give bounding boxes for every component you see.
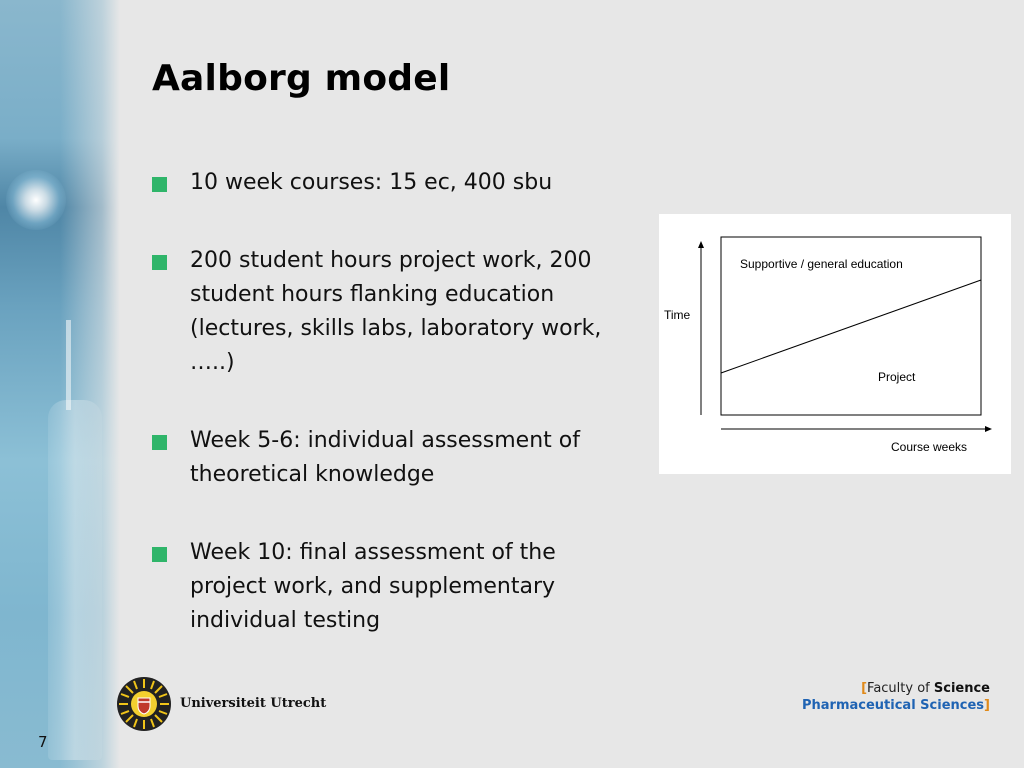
faculty-logo (802, 680, 990, 714)
time-allocation-diagram (659, 214, 1011, 474)
diagram-svg (659, 214, 1011, 474)
page-number: 7 (38, 733, 48, 751)
department-line (802, 697, 990, 714)
slide-title: Aalborg model (152, 58, 451, 99)
department-name: Pharmaceutical Sciences (801, 698, 985, 713)
green-square-icon (152, 435, 167, 450)
green-square-icon (152, 177, 167, 192)
university-name: Universiteit Utrecht (180, 696, 327, 711)
bullet-item (152, 166, 632, 200)
green-square-icon (152, 547, 167, 562)
bullet-text: Week 10: final assessment of the project work, and supplementary individual testing (190, 540, 556, 633)
bullet-item (152, 424, 632, 492)
division-line (721, 280, 981, 373)
decorative-photo-strip (0, 0, 120, 768)
faculty-name: Science (933, 681, 990, 696)
sun-seal-logo-icon (116, 676, 172, 732)
x-axis-label: Course weeks (891, 440, 968, 454)
lower-region-label: Project (878, 370, 916, 384)
green-square-icon (152, 255, 167, 270)
bullet-item (152, 536, 632, 638)
bullet-text: Week 5-6: individual assessment of theoretical knowledge (190, 428, 580, 487)
bracket-open: [ (861, 681, 868, 696)
light-flare-decoration (6, 170, 66, 230)
bullet-text: 200 student hours project work, 200 student hours flanking education (lectures, skills labs, laboratory work, …..) (190, 248, 602, 375)
y-axis-label: Time (664, 308, 691, 322)
faculty-line (802, 680, 990, 697)
strip-fade (60, 0, 120, 768)
bracket-close: ] (984, 698, 990, 713)
bullet-item (152, 244, 632, 380)
faculty-prefix: Faculty of (867, 681, 934, 696)
bullet-list (152, 166, 632, 638)
bullet-text: 10 week courses: 15 ec, 400 sbu (190, 170, 553, 195)
upper-region-label: Supportive / general education (740, 257, 903, 271)
